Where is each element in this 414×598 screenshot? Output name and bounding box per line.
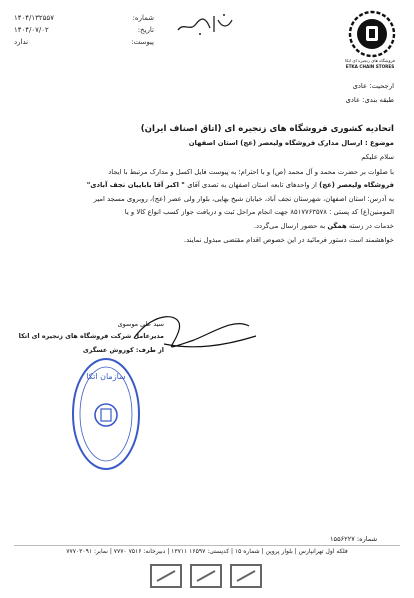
- body-line-2-mid: از واحدهای تابعه استان اصفهان به تصدی آقای: [187, 181, 320, 190]
- logo-fa-text: فروشگاه های زنجیره ای اتکا: [345, 58, 395, 63]
- body-line-1: با صلوات بر حضرت محمد و آل محمد (ص) و با احترام؛ به پیوست فایل اکسل و مدارک مرتبط با ایجاد: [108, 168, 394, 176]
- letter-date-value: ۱۴۰۴/۰۷/۰۲: [14, 26, 49, 34]
- bismillah-calligraphy: [170, 10, 240, 38]
- letter-number-row: [14, 12, 154, 24]
- recipient-title: اتحادیه کشوری فروشگاه های زنجیره ای (اتاق اصناف ایران): [140, 124, 394, 134]
- letter-attachment-label: پیوست:: [131, 38, 154, 46]
- greeting: سلام علیکم: [361, 153, 394, 161]
- official-stamp: [70, 355, 142, 473]
- letter-number-value: ۱۴۰۴/۱۳۲۵۵۷: [14, 14, 54, 22]
- letter-attachment-row: [14, 36, 154, 48]
- footer-divider: [14, 545, 400, 546]
- letter-meta: [14, 12, 154, 48]
- logo-en-text: ETKA CHAIN STORES: [345, 64, 395, 69]
- body-line-5-b: به حضور ارسال می‌گردد.: [253, 221, 328, 230]
- body-line-4: المومنین(ع) کد پستی : ۸۵۱۷۷۶۳۵۷۸ جهت انجام مراحل ثبت و دریافت جواز کسب انواع کالا و یا: [124, 208, 394, 217]
- letter-date-label: تاریخ:: [137, 26, 154, 34]
- signatory-role: مدیرعامل شرکت فروشگاه های زنجیره ای اتکا: [18, 332, 164, 340]
- body-line-5: [22, 220, 394, 233]
- closing-request: خواهشمند است دستور فرمائید در این خصوص اقدام مقتضی مبذول نمایند.: [183, 236, 394, 244]
- classification-label: طبقه بندی: عادی: [345, 96, 394, 104]
- body-line-2: [22, 179, 394, 192]
- document-number: شماره: ۱۵۵۶۲۲۷: [330, 535, 378, 543]
- signatory-on-behalf: از طرف: کوروش عسگری: [82, 346, 164, 354]
- footer-address: فلکه اول تهرانپارس | بلوار پروین | شماره ۱۵ | کدپستی: ۱۶۵۹۷ ۱۳۷۱۱ | دبیرخانه: ۷۵۱۶ ۷۷۷۰ | نمابر: ۷۷۷۰۳۰۹۱: [66, 548, 348, 555]
- letter-date-row: [14, 24, 154, 36]
- category-name: همگن: [327, 221, 347, 230]
- letter-subject: موضوع : ارسال مدارک فروشگاه ولیعصر (عج) استان اصفهان: [188, 139, 394, 147]
- owner-name: " اکبر آقا باباییان نجف آبادی": [86, 181, 188, 190]
- body-line-5-a: خدمات در رسته: [346, 221, 394, 230]
- stamp-text: سازمان اتکا: [86, 372, 126, 381]
- store-name: فروشگاه ولیعصر (عج): [319, 181, 394, 190]
- letter-number-label: شماره:: [132, 14, 154, 22]
- body-line-3: به آدرس: استان اصفهان، شهرستان نجف آباد، خیابان شیخ بهایی، بلوار ولی عصر (عج)، روبروی مسجد امیر: [93, 194, 394, 203]
- etka-footer-logo: [137, 561, 277, 591]
- logo-caption: [334, 58, 406, 70]
- priority-label: ارجحیت: عادی: [352, 82, 394, 90]
- letter-body: [22, 166, 394, 233]
- signatory-name: سید علی موسوی: [117, 320, 164, 328]
- letter-attachment-value: ندارد: [14, 38, 29, 46]
